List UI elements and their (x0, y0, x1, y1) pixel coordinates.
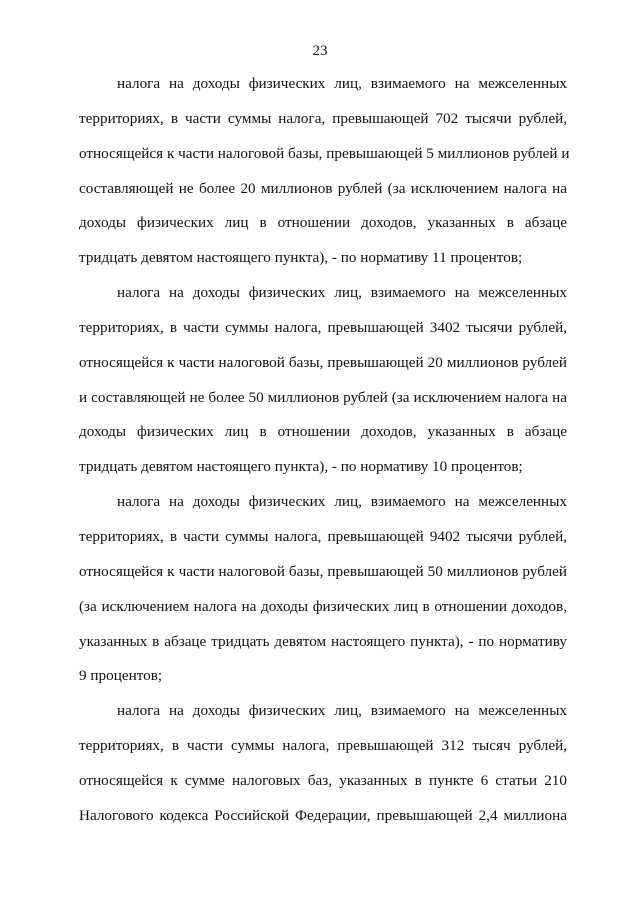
text-line: территориях, в части суммы налога, превышающей 702 тысячи рублей, (79, 109, 567, 127)
paragraph-3 (79, 492, 567, 701)
text-line: налога на доходы физических лиц, взимаемого на межселенных (117, 493, 567, 511)
paragraph-1 (79, 74, 570, 283)
text-line: указанных в абзаце тридцать девятом настоящего пункта), - по нормативу (79, 632, 567, 650)
text-line: относящейся к части налоговой базы, превышающей 50 миллионов рублей (79, 562, 567, 580)
text-line: доходы физических лиц в отношении доходов, указанных в абзаце (79, 423, 567, 441)
text-line: тридцать девятом настоящего пункта), - по нормативу 11 процентов; (79, 249, 523, 267)
text-line: и составляющей не более 50 миллионов рублей (за исключением налога на (79, 388, 567, 406)
page-number: 23 (312, 43, 328, 59)
text-line: территориях, в части суммы налога, превышающей 9402 тысячи рублей, (79, 527, 567, 545)
text-line: относящейся к сумме налоговых баз, указанных в пункте 6 статьи 210 (79, 771, 567, 789)
text-line: 9 процентов; (79, 667, 163, 685)
text-line: налога на доходы физических лиц, взимаемого на межселенных (117, 75, 567, 92)
paragraph-2 (79, 283, 567, 492)
text-line: налога на доходы физических лиц, взимаемого на межселенных (117, 284, 567, 302)
text-line: относящейся к части налоговой базы, превышающей 5 миллионов рублей и (79, 144, 570, 162)
paragraph-4 (79, 701, 567, 840)
text-line: территориях, в части суммы налога, превышающей 3402 тысячи рублей, (79, 318, 567, 336)
text-line: составляющей не более 20 миллионов рублей (за исключением налога на (79, 179, 567, 197)
text-line: налога на доходы физических лиц, взимаемого на межселенных (117, 702, 567, 720)
text-line: тридцать девятом настоящего пункта), - по нормативу 10 процентов; (79, 458, 523, 476)
text-line: Налогового кодекса Российской Федерации, превышающей 2,4 миллиона (79, 806, 567, 824)
text-line: (за исключением налога на доходы физических лиц в отношении доходов, (79, 597, 567, 615)
text-line: доходы физических лиц в отношении доходов, указанных в абзаце (79, 214, 567, 232)
document-body (79, 74, 570, 841)
text-line: территориях, в части суммы налога, превышающей 312 тысяч рублей, (79, 737, 567, 755)
text-line: относящейся к части налоговой базы, превышающей 20 миллионов рублей (79, 353, 567, 371)
